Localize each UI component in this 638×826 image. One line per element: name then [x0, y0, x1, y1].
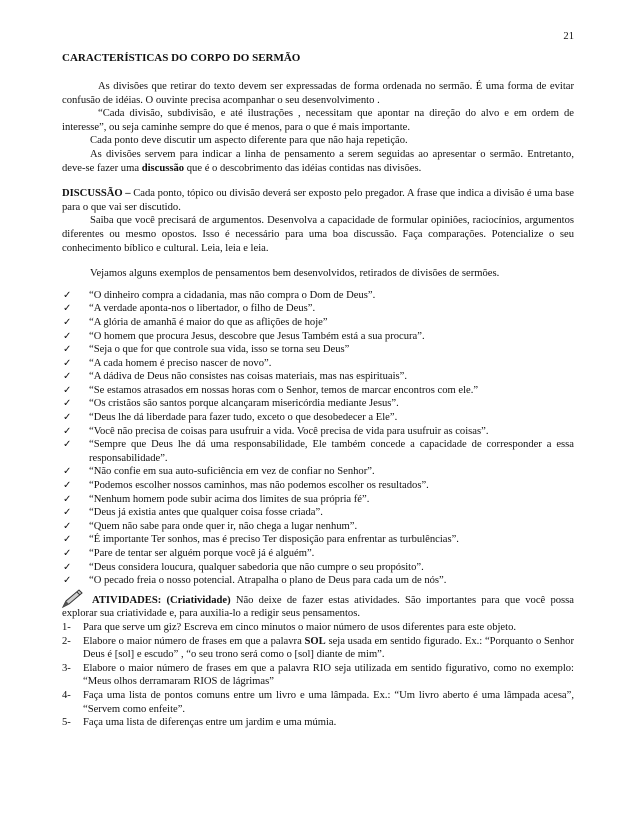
- intro-paragraph-1: As divisões que retirar do texto devem ser expressadas de forma ordenada no sermão. É uma forma de evitar confusão de idéias. O ouvinte precisa acompanhar o seu desenvolvimento .: [62, 81, 574, 106]
- example-text: “É importante Ter sonhos, mas é preciso Ter disposição para enfrentar as turbulências”.: [89, 534, 459, 546]
- example-item: [62, 397, 574, 411]
- example-item: [62, 316, 574, 330]
- checkmark-icon: ✓: [63, 439, 72, 451]
- example-text: “A dádiva de Deus não consistes nas coisas materiais, mas nas espirituais”.: [89, 371, 408, 383]
- task-item-2: [62, 635, 574, 662]
- checkmark-icon: ✓: [63, 330, 72, 342]
- task-item-4: [62, 689, 574, 716]
- example-item: [62, 411, 574, 425]
- checkmark-icon: ✓: [63, 371, 72, 383]
- example-text: “O homem que procura Jesus, descobre que Jesus Também está a sua procura”.: [89, 330, 425, 342]
- checkmark-icon: ✓: [63, 534, 72, 546]
- checkmark-icon: ✓: [63, 303, 72, 315]
- discussao-label: DISCUSSÃO –: [62, 188, 131, 200]
- activities-text: Não deixe de fazer estas atividades. São importantes para que você possa explorar sua criatividade e, para auxilia-lo a redigir seus pensamentos.: [62, 594, 574, 620]
- example-text: “Não confie em sua auto-suficiência em vez de confiar no Senhor”.: [89, 466, 375, 478]
- checkmark-icon: ✓: [63, 316, 72, 328]
- intro-paragraph-4-tail: que é o descobrimento das idéias contidas nas divisões.: [184, 162, 422, 174]
- checkmark-icon: ✓: [63, 357, 72, 369]
- discussao-word: discussão: [141, 162, 185, 174]
- checkmark-icon: ✓: [63, 575, 72, 587]
- example-text: “Deus já existia antes que qualquer coisa fosse criada”.: [89, 507, 323, 519]
- discussao-text: Cada ponto, tópico ou divisão deverá ser exposto pelo pregador. A frase que indica a divisão é uma base para o que vai ser discutido.: [62, 188, 574, 213]
- example-text: “Nenhum homem pode subir acima dos limites de sua própria fé”.: [89, 493, 370, 505]
- task-text-post: seja usada em sentido figurado. Ex.: “Porquanto o Senhor Deus é [sol] e escudo” , “o seu trono será como o [sol] diante de mim”.: [83, 635, 574, 661]
- example-item: [62, 370, 574, 384]
- activities-section: [62, 594, 574, 730]
- example-text: “Sempre que Deus lhe dá uma responsabilidade, Ele também concede a capacidade de corresponder a essa responsabilidade”.: [89, 439, 574, 464]
- checkmark-icon: ✓: [63, 507, 72, 519]
- task-text: Faça uma lista de diferenças entre um jardim e uma múmia.: [83, 717, 337, 729]
- example-item: [62, 493, 574, 507]
- example-item: [62, 343, 574, 357]
- example-item: [62, 289, 574, 303]
- page-number: 21: [563, 31, 574, 42]
- task-bold-word: SOL: [304, 635, 326, 647]
- checkmark-icon: ✓: [63, 548, 72, 559]
- example-item: [62, 425, 574, 439]
- example-item: [62, 357, 574, 371]
- checkmark-icon: ✓: [63, 398, 72, 410]
- task-text: Faça uma lista de pontos comuns entre um livro e uma lâmpada. Ex.: “Um livro aberto é uma lâmpada acesa”, “Servem como enfeite”.: [83, 689, 574, 715]
- activities-paragraph: [62, 594, 574, 621]
- example-item: [62, 465, 574, 479]
- checkmark-icon: ✓: [63, 520, 72, 532]
- example-text: “A verdade aponta-nos o libertador, o filho de Deus”.: [89, 303, 316, 315]
- example-item: [62, 574, 574, 588]
- task-item-1: [62, 621, 574, 635]
- discussao-paragraph: [62, 187, 574, 214]
- task-item-3: [62, 662, 574, 689]
- intro-paragraph-4: [62, 148, 574, 175]
- example-item: [62, 438, 574, 465]
- example-item: [62, 561, 574, 575]
- example-text: “Se estamos atrasados em nossas horas com o Senhor, temos de marcar encontros com ele.”: [89, 384, 479, 396]
- checkmark-icon: ✓: [63, 344, 72, 356]
- example-text: “Deus considera loucura, qualquer sabedoria que não cumpre o seu propósito”.: [89, 561, 424, 573]
- task-number: 2-: [62, 635, 71, 647]
- checkmark-icon: ✓: [63, 480, 72, 492]
- checkmark-icon: ✓: [63, 289, 72, 301]
- example-item: [62, 547, 574, 561]
- example-text: “Os cristãos são santos porque alcançaram misericórdia mediante Jesus”.: [89, 398, 399, 410]
- example-item: [62, 384, 574, 398]
- task-text: Elabore o maior número de frases em que a palavra RIO seja utilizada em sentido figurativo, como no exemplo: “Meus olhos derramaram RIOS de lágrimas”: [83, 662, 574, 688]
- task-number: 4-: [62, 689, 71, 701]
- checkmark-icon: ✓: [63, 493, 72, 505]
- example-text: “A glória de amanhã é maior do que as aflições de hoje”: [89, 316, 328, 328]
- example-text: “Deus lhe dá liberdade para fazer tudo, exceto o que desobedecer a Ele”.: [89, 412, 398, 424]
- intro-paragraph-3: Cada ponto deve discutir um aspecto diferente para que não haja repetição.: [90, 135, 408, 147]
- example-item: [62, 506, 574, 520]
- task-text-pre: Elabore o maior número de frases em que a palavra: [83, 635, 305, 647]
- document-page: [62, 30, 574, 730]
- examples-list: [62, 289, 574, 588]
- activities-label: ATIVIDADES: (Criatividade): [92, 594, 231, 606]
- example-text: “Quem não sabe para onde quer ir, não chega a lugar nenhum”.: [89, 520, 358, 532]
- task-number: 1-: [62, 621, 71, 633]
- checkmark-icon: ✓: [63, 425, 72, 437]
- example-item: [62, 302, 574, 316]
- example-item: [62, 533, 574, 547]
- section-title: CARACTERÍSTICAS DO CORPO DO SERMÃO: [62, 52, 301, 64]
- example-text: “O pecado freia o nosso potencial. Atrapalha o plano de Deus para cada um de nós”.: [89, 575, 447, 587]
- example-item: [62, 479, 574, 493]
- checkmark-icon: ✓: [63, 466, 72, 478]
- example-text: “O dinheiro compra a cidadania, mas não compra o Dom de Deus”.: [89, 289, 376, 301]
- example-text: “Podemos escolher nossos caminhos, mas não podemos escolher os resultados”.: [89, 480, 429, 492]
- task-text: Para que serve um giz? Escreva em cinco minutos o maior número de usos diferentes para este objeto.: [83, 621, 517, 633]
- task-number: 5-: [62, 717, 71, 729]
- example-text: “Você não precisa de coisas para usufruir a vida. Você precisa de vida para usufruir as coisas”.: [89, 425, 489, 437]
- example-text: “Seja o que for que controle sua vida, isso se torna seu Deus”: [89, 344, 350, 356]
- example-text: “Pare de tentar ser alguém porque você já é alguém”.: [89, 548, 315, 559]
- example-item: [62, 330, 574, 344]
- tasks-list: [62, 621, 574, 730]
- intro-paragraph-4-text: As divisões servem para indicar a linha de pensamento a serem seguidas ao apresentar o sermão. Entretanto, deve-se fazer uma: [62, 148, 574, 174]
- intro-paragraph-2: “Cada divisão, subdivisão, e até ilustrações , necessitam que apontar na direção do alvo e em ordem de interesse”, ou seja caminhe sempre do que é menos, para o que é mais importante.: [62, 108, 574, 133]
- task-item-5: [62, 716, 574, 730]
- checkmark-icon: ✓: [63, 561, 72, 573]
- discussao-paragraph-2: Saiba que você precisará de argumentos. Desenvolva a capacidade de formular opiniões, raciocínios, argumentos diferentes ou mesmo opostos. Isso é necessário para uma boa discussão. Faça comparações. Potencialize o seu conhecimento bíblico e cultural. Leia, leia e leia.: [62, 215, 574, 254]
- example-text: “A cada homem é preciso nascer de novo”.: [89, 357, 272, 369]
- examples-intro: Vejamos alguns exemplos de pensamentos bem desenvolvidos, retirados de divisões de sermões.: [90, 268, 500, 280]
- task-number: 3-: [62, 662, 71, 674]
- checkmark-icon: ✓: [63, 384, 72, 396]
- pencil-icon: [59, 588, 85, 610]
- checkmark-icon: ✓: [63, 412, 72, 424]
- example-item: [62, 520, 574, 534]
